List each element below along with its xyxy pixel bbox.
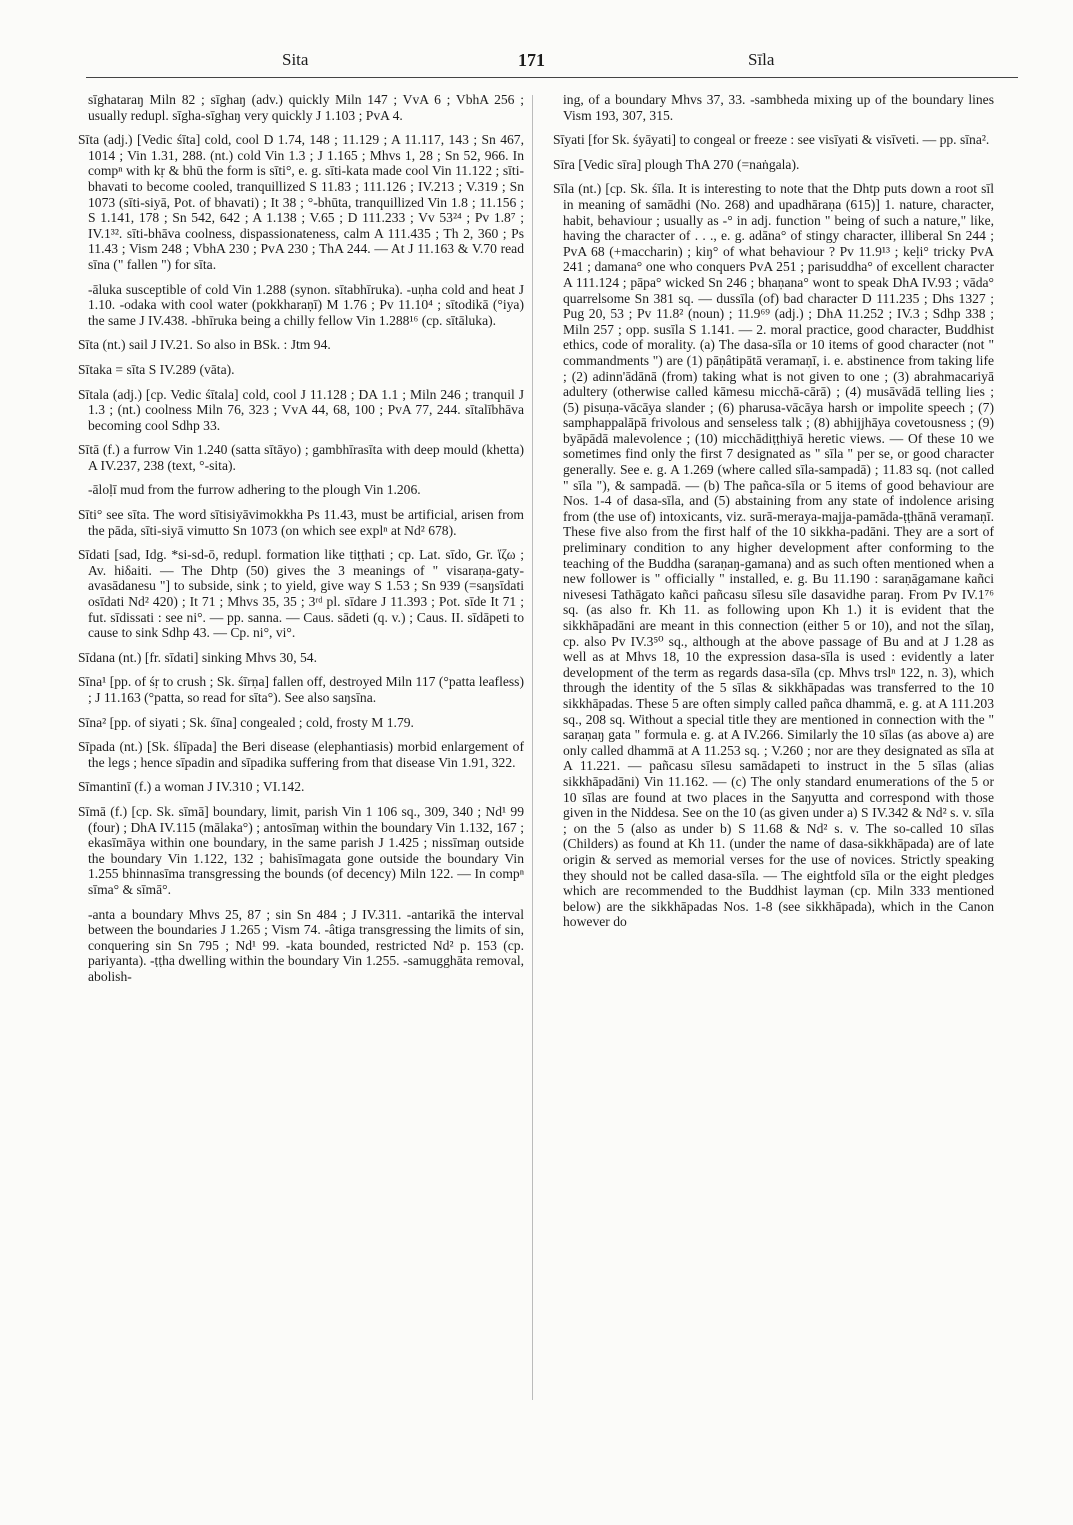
entry-sigha-continued: sīghataraŋ Miln 82 ; sīghaŋ (adv.) quickly Miln 147 ; VvA 6 ; VbhA 256 ; usually redupl. sīgha-sīghaŋ very quickly J 1.103 ; PvA 4. xyxy=(88,92,524,123)
entry-sidana: Sīdana (nt.) [fr. sīdati] sinking Mhvs 30, 54. xyxy=(78,649,318,665)
entry-sitaka: Sītaka = sīta S IV.289 (vāta). xyxy=(78,361,235,377)
entry-simantini: Sīmantinī (f.) a woman J IV.310 ; VI.142. xyxy=(78,779,305,795)
entry-siti: Sīti° see sīta. The word sītisiyāvimokkha Ps 11.43, must be artificial, arisen from the pāda, sīti-siyā vimutto Sn 1073 (on which see explⁿ at Nd² 678). xyxy=(78,507,524,538)
entry-siyati: Sīyati [for Sk. śyāyati] to congeal or freeze : see visīyati & visīveti. — pp. sīna². xyxy=(553,132,990,148)
subentry-sita-aloli: -āloḷī mud from the furrow adhering to the plough Vin 1.206. xyxy=(88,482,421,498)
running-head-left: Sita xyxy=(282,50,309,69)
entry-sima: Sīmā (f.) [cp. Sk. sīmā] boundary, limit, parish Vin 1 106 sq., 309, 340 ; Nd¹ 99 (four) ; DhA IV.115 (mālaka°) ; antosīmaŋ within the boundary Vin 1.132, 167 ; ekasīmāya within one boundary, in the same parish J 1.425 ; nissīmaŋ outside the boundary Vin 1.122, 132 ; bahisīmagata gone outside the boundary Vin 1.255 bhinnasīma transgressing the bounds (of decency) Miln 122. — In compⁿ sīma° & sīmā°. xyxy=(78,803,524,897)
entry-sipada: Sīpada (nt.) [Sk. ślīpada] the Beri disease (elephantiasis) morbid enlargement of the legs ; hence sīpadin and sīpadika suffering from that disease Vin 1.91, 322. xyxy=(78,739,524,770)
column-divider xyxy=(532,95,533,1400)
entry-sita-adj: Sīta (adj.) [Vedic śīta] cold, cool D 1.74, 148 ; 11.129 ; A 11.117, 143 ; Sn 467, 1014 ; Vin 1.31, 288. (nt.) cold Vin 1.3 ; J 1.165 ; Mhvs 1, 28 ; Sn 52, 966. In compⁿ with kṛ & bhū the form is sīti°, e. g. sīti-kata made cool Vin 11.122 ; sīti-bhavati to become cooled, tranquillized S 11.83 ; 111.126 ; IV.213 ; V.319 ; Sn 1073 (sīti-siyā, Pot. of bhavati) ; It 38 ; °-bhūta, tranquillized Vin 1.8 ; 11.156 ; S 1.141, 178 ; Sn 542, 642 ; A 1.138 ; V.65 ; D 111.233 ; Vv 53²⁴ ; Pv 1.8⁷ ; IV.1³². sīti-bhāva coolness, dispassionateness, calm A 111.435 ; Th 2, 360 ; Ps 11.43 ; Vism 248 ; VbhA 230 ; PvA 230 ; ThA 244. — At J 11.163 & V.70 read sīna (" fallen ") for sīta. xyxy=(78,132,524,272)
left-column xyxy=(68,92,524,994)
entry-sitala: Sītala (adj.) [cp. Vedic śītala] cold, cool J 11.128 ; DA 1.1 ; Miln 246 ; tranquil J 1.3 ; (nt.) coolness Miln 76, 323 ; VvA 44, 68, 100 ; PvA 77, 244. sītalībhāva becoming cool Sdhp 33. xyxy=(78,386,524,433)
entry-sita-f: Sītā (f.) a furrow Vin 1.240 (satta sītāyo) ; gambhīrasīta with deep mould (khetta) A IV.237, 238 (text, °-sita). xyxy=(78,442,524,473)
running-head-right: Sīla xyxy=(748,50,775,69)
entry-sila: Sīla (nt.) [cp. Sk. śīla. It is interesting to note that the Dhtp puts down a root sīl in meaning of samādhi (No. 268) and upadhāraṇa (615)] 1. nature, character, habit, behaviour ; usually as -° in adj. function " being of such a nature," like, having the character of . . ., e. g. adāna° of stingy character, illiberal Sn 244 ; PvA 68 (+maccharin) ; kiŋ° of what behaviour ? Pv 11.9¹³ ; keḷi° tricky PvA 241 ; damana° one who conquers PvA 251 ; parisuddha° of excellent character A 111.124 ; pāpa° wicked Sn 246 ; bhaṇana° wont to speak DhA IV.93 ; vāda° quarrelsome Sn 381 sq. — dussīla (of) bad character D 111.235 ; Dhs 1327 ; Pug 20, 53 ; Pv 11.8² (noun) ; 11.9⁶⁹ (adj.) ; DhA 11.252 ; IV.3 ; Sdhp 338 ; Miln 257 ; opp. susīla S 1.141. — 2. moral practice, good character, Buddhist ethics, code of morality. (a) The dasa-sīla or 10 items of good character (not " commandments ") are (1) pāṇâtipātā veramaṇī, i. e. abstinence from taking life ; (2) adinn'ādānā (from) taking what is not given to one ; (3) abrahmacariyā adultery (otherwise called kāmesu micchā-cārā) ; (4) musāvādā telling lies ; (5) pisuṇa-vācāya slander ; (6) pharusa-vācāya harsh or impolite speech ; (7) samphappalāpā frivolous and senseless talk ; (8) abhijjhāya covetousness ; (9) byāpādā malevolence ; (10) micchādiṭṭhiyā heretic views. — Of these 10 we sometimes find only the first 7 designated as " sīla " per se, or good character generally. See e. g. A 1.269 (where called sīla-sampadā) ; 11.83 sq. (not called " sīla "), & sampadā. — (b) The pañca-sīla or 5 items of good behaviour are Nos. 1-4 of dasa-sīla, and (5) abstaining from any state of indolence arising from (the use of) intoxicants, viz. surā-meraya-majja-pamāda-ṭṭhānā veramaṇī. These five also from the first half of the 10 sikkha-padāni. They are a sort of preliminary condition to any higher development after conforming to the teaching of the Buddha (saraṇaŋ-gamana) and as such often mentioned when a new follower is " officially " installed, e. g. Bu 11.190 : saraṇāgamane kañci nivesesi Tathāgato kañci pañcasu sīlesu sīle dasavidhe paraŋ. From Pv IV.1⁷⁶ sq. (as also fr. Kh 11. as following upon Kh 1.) it is evident that the sikkhāpadāni are meant in this connection (either 5 or 10), and not the sīlaŋ, cp. also Pv IV.3⁵⁰ sq., although at the above passage of Bu and at J 1.28 as well as at Mhvs 18, 10 the expression dasa-sīla is used : evidently a later development of the term as regards dasa-sīla (cp. Mhvs trslⁿ 122, n. 3), which through the identity of the 5 sīlas & sikkhāpadas was transferred to the 10 sikkhāpadas. These 5 are often simply called pañca dhammā, e. g. at A 111.203 sq., 208 sq. Without a special title they are mentioned in connection with the " saraṇaŋ gata " formula e. g. at A IV.266. Similarly the 10 sīlas (as above a) are only called dhammā at A 11.253 sq. ; V.260 ; nor are they designated as sīla at A 11.221. — pañcasu sīlesu samādapeti to instruct in the 5 sīlas (alias sikkhāpadāni) Vin 11.162. — (c) The only standard enumerations of the 5 or 10 sīlas are found at two places in the Saŋyutta and correspond with those given in the Niddesa. See on the 10 (as given under a) S IV.342 & Nd² s. v. sīla ; on the 5 (also as under b) S 11.68 & Nd² s. v. The so-called 10 sīlas (Childers) as found at Kh 11. (under the name of dasa-sikkhāpada) are of late origin & served as memorial verses for the use of novices. Strictly speaking they should not be called dasa-sīla. — The eightfold sīla or the eight pledges which are recommended to the Buddhist layman (cp. Miln 333 mentioned below) are the sikkhāpadas Nos. 1-8 (see sikkhāpada), which in the Canon however do xyxy=(553,181,994,930)
entry-sima-continued: ing, of a boundary Mhvs 37, 33. -sambheda mixing up of the boundary lines Vism 193, 307, 315. xyxy=(563,92,994,123)
page-header xyxy=(0,50,1073,76)
entry-sita-nt: Sīta (nt.) sail J IV.21. So also in BSk. : Jtm 94. xyxy=(78,337,331,353)
header-rule xyxy=(86,77,1018,78)
page-number: 171 xyxy=(518,50,545,70)
entry-sina-2: Sīna² [pp. of siyati ; Sk. śīna] congealed ; cold, frosty M 1.79. xyxy=(78,714,414,730)
subentry-sima-compounds: -anta a boundary Mhvs 25, 87 ; sin Sn 484 ; J IV.311. -antarikā the interval between the boundaries J 1.265 ; Vism 74. -âtiga transgressing the limits of sin, conquering sin Sn 795 ; Nd¹ 99. -kata bounded, restricted Nd² p. 153 (cp. pariyanta). -ṭṭha dwelling within the boundary Vin 1.255. -samugghāta removal, abolish- xyxy=(88,906,524,984)
entry-sidati: Sīdati [sad, Idg. *si-sd-ō, redupl. formation like tiṭṭhati ; cp. Lat. sīdo, Gr. ἵζω ; Av. hiδaiti. — The Dhtp (50) gives the 3 meanings of " visaraṇa-gaty-avasādanesu "] to subside, sink ; to yield, give way S 1.53 ; Sn 939 (=saŋsīdati osīdati Nd² 420) ; It 71 ; Mhvs 35, 35 ; 3ʳᵈ pl. sīdare J 11.393 ; Pot. sīde It 71 ; fut. sīdissati : see ni°. — pp. sanna. — Caus. sādeti (q. v.) ; Caus. II. sīdāpeti to cause to sink Sdhp 43. — Cp. ni°, vi°. xyxy=(78,547,524,641)
right-column xyxy=(543,92,994,939)
entry-sira: Sīra [Vedic sīra] plough ThA 270 (=naṅgala). xyxy=(553,156,800,172)
entry-sina-1: Sīna¹ [pp. of śṛ to crush ; Sk. śīrṇa] fallen off, destroyed Miln 117 (°patta leafless) ; J 11.163 (°patta, so read for sīta°). See also saŋsīna. xyxy=(78,674,524,705)
subentry-sita-compounds: -āluka susceptible of cold Vin 1.288 (synon. sītabhīruka). -uṇha cold and heat J 1.10. -odaka with cool water (pokkharaṇī) M 1.76 ; Pv 11.10⁴ ; sītodikā (°iya) the same J IV.438. -bhīruka being a chilly fellow Vin 1.288¹⁶ (cp. sītāluka). xyxy=(88,281,524,328)
